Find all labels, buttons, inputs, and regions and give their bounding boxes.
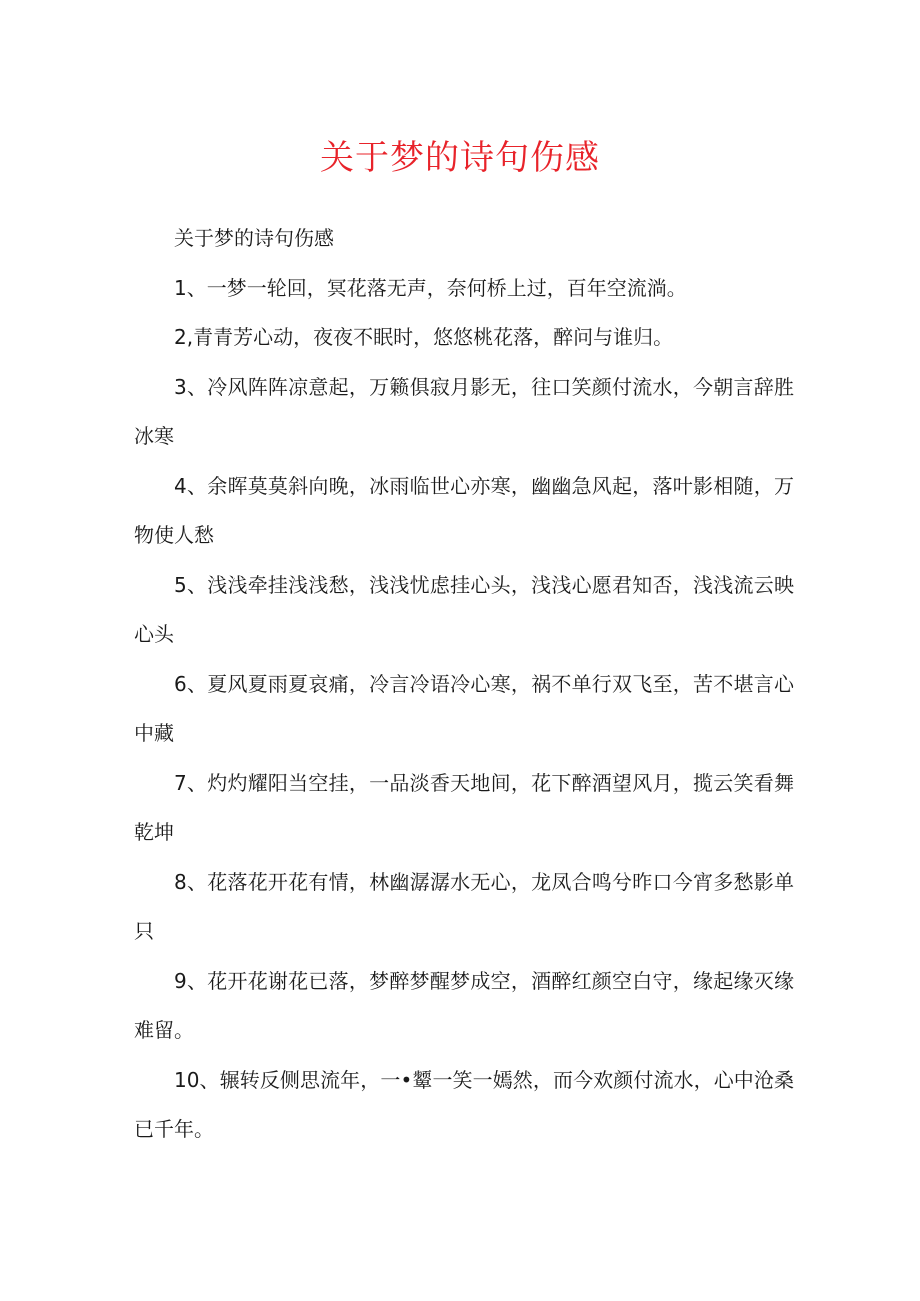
poem-line-9: 9、花开花谢花已落，梦醉梦醒梦成空，酒醉红颜空白守，缘起缘灭缘难留。 (134, 968, 794, 1042)
document-body (134, 214, 794, 1155)
intro-line: 关于梦的诗句伤感 (174, 226, 334, 250)
poem-line-8: 8、花落花开花有情，林幽潺潺水无心，龙凤合鸣兮昨口今宵多愁影单只 (134, 869, 794, 943)
poem-line-3: 3、冷风阵阵凉意起，万籁俱寂月影无，往口笑颜付流水，今朝言辞胜冰寒 (134, 374, 794, 448)
poem-line-1: 1、一梦一轮回，冥花落无声，奈何桥上过，百年空流淌。 (174, 275, 687, 300)
poem-line-2: 2,青青芳心动，夜夜不眠时，悠悠桃花落，醉问与谁归。 (174, 325, 674, 349)
poem-line-5: 5、浅浅牵挂浅浅愁，浅浅忧虑挂心头，浅浅心愿君知否，浅浅流云映心头 (134, 572, 794, 646)
poem-line-7: 7、灼灼耀阳当空挂，一品淡香天地间，花下醉酒望风月，揽云笑看舞乾坤 (134, 770, 794, 844)
poem-line-10: 10、辗转反侧思流年，一•颦一笑一嫣然，而今欢颜付流水，心中沧桑已千年。 (134, 1067, 794, 1141)
poem-line-6: 6、夏风夏雨夏哀痛，冷言冷语冷心寒，祸不单行双飞至，苦不堪言心中藏 (134, 671, 794, 745)
poem-line-4: 4、余晖莫莫斜向晚，冰雨临世心亦寒，幽幽急风起，落叶影相随，万物使人愁 (134, 473, 794, 547)
document-title: 关于梦的诗句伤感 (320, 138, 600, 178)
